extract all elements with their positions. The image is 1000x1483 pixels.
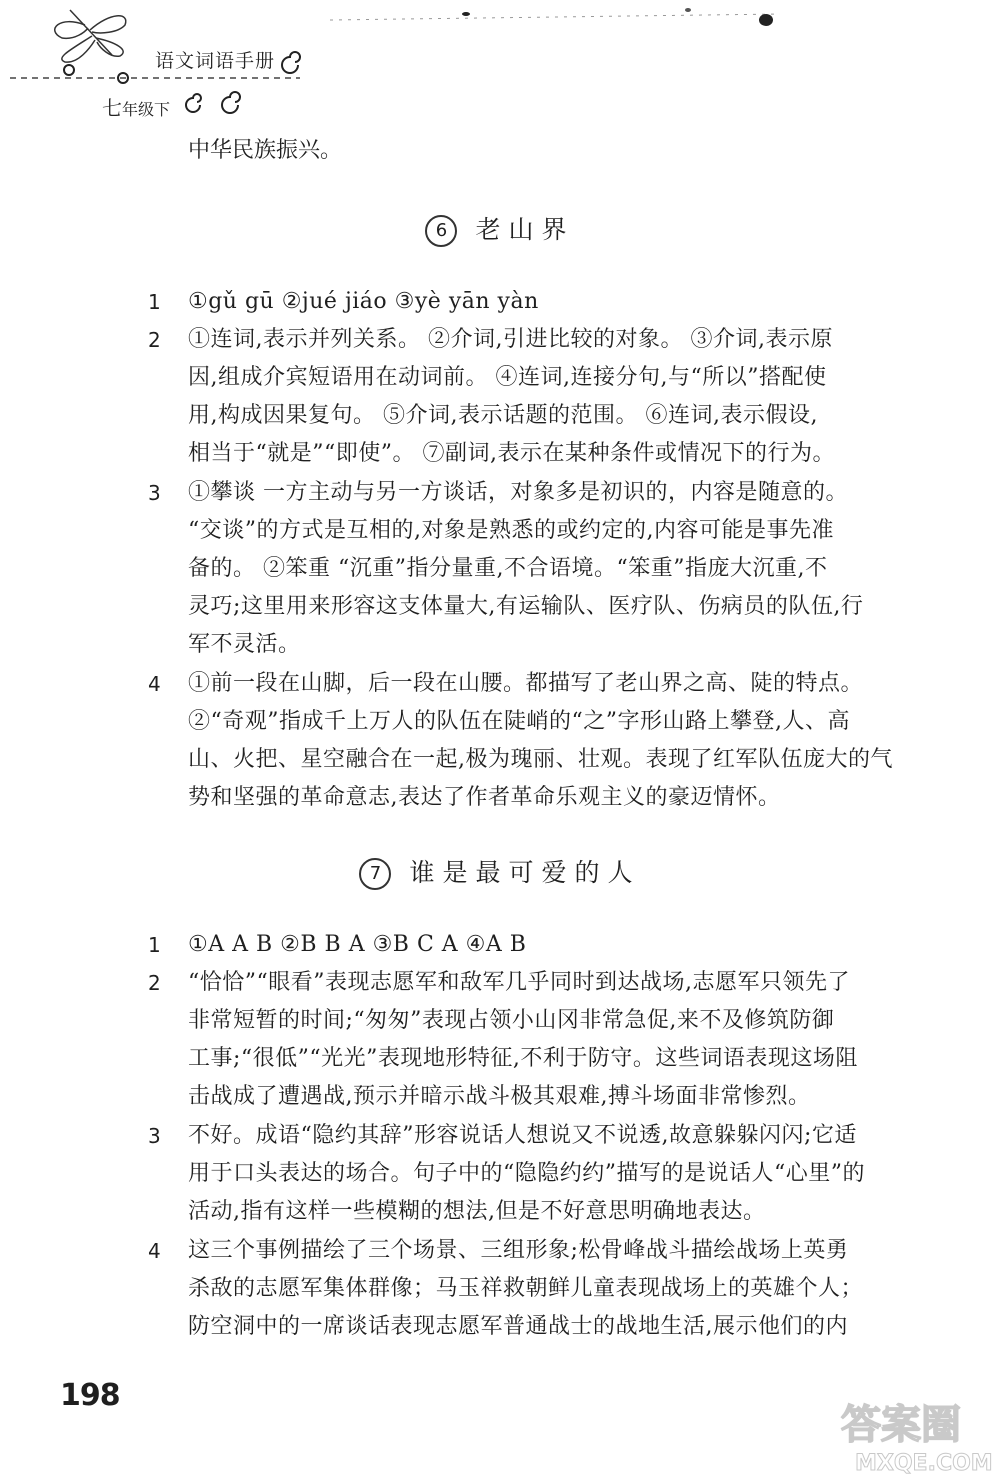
answer-line: ①gǔ gū ②jué jiáo ③yè yān yàn	[188, 289, 539, 314]
section-title	[0, 853, 1000, 890]
answer-line: 活动,指有这样一些模糊的想法,但是不好意思明确地表达。	[188, 1199, 766, 1224]
answer-line: 相当于“就是”“即使”。 ⑦副词,表示在某种条件或情况下的行为。	[188, 441, 835, 466]
section-number: 7	[359, 858, 391, 890]
grade-main: 七	[102, 96, 122, 120]
section-number: 6	[425, 215, 457, 247]
question-number: 3	[148, 481, 161, 505]
question-number: 4	[148, 1239, 161, 1263]
answer-line: ①前一段在山脚，后一段在山腰。都描写了老山界之高、陡的特点。	[188, 671, 864, 696]
answer-line: 军不灵活。	[188, 632, 301, 657]
answer-line: 灵巧;这里用来形容这支体量大,有运输队、医疗队、伤病员的队伍,行	[188, 594, 864, 619]
question-number: 1	[148, 290, 161, 314]
book-title: 语文词语手册	[155, 50, 276, 72]
section-name: 老山界	[475, 215, 575, 244]
answer-line: ②“奇观”指成千上万人的队伍在陡峭的“之”字形山路上攀登,人、高	[188, 709, 850, 734]
answer-line: ①A A B ②B B A ③B C A ④A B	[188, 932, 527, 957]
page-number: 198	[60, 1378, 120, 1413]
grade-rest: 年级下	[122, 100, 171, 119]
answer-line: 山、火把、星空融合在一起,极为瑰丽、壮观。表现了红军队伍庞大的气	[188, 747, 893, 772]
continuation-text: 中华民族振兴。	[188, 138, 343, 163]
answer-line: 备的。 ②笨重 “沉重”指分量重,不合语境。“笨重”指庞大沉重,不	[188, 556, 828, 581]
answer-line: ①攀谈 一方主动与另一方谈话，对象多是初识的，内容是随意的。	[188, 480, 848, 505]
watermark-logo	[835, 1388, 995, 1478]
watermark-text: 答案圈	[841, 1402, 961, 1448]
section-name: 谁是最可爱的人	[409, 858, 641, 887]
answer-line: 这三个事例描绘了三个场景、三组形象;松骨峰战斗描绘战场上英勇	[188, 1238, 849, 1263]
watermark-url: MXQE.COM	[855, 1451, 993, 1476]
answer-line: 工事;“很低”“光光”表现地形特征,不利于防守。这些词语表现这场阻	[188, 1046, 858, 1071]
question-number: 1	[148, 933, 161, 957]
answer-line: 杀敌的志愿军集体群像；马玉祥救朝鲜儿童表现战场上的英雄个人；	[188, 1276, 864, 1301]
page-header	[0, 0, 1000, 130]
section-title	[0, 210, 1000, 247]
answer-line: 击战成了遭遇战,预示并暗示战斗极其艰难,搏斗场面非常惨烈。	[188, 1084, 811, 1109]
answer-line: 用,构成因果复句。 ⑤介词,表示话题的范围。 ⑥连词,表示假设,	[188, 403, 818, 428]
question-number: 2	[148, 971, 161, 995]
answer-line: 因,组成介宾短语用在动词前。 ④连词,连接分句,与“所以”搭配使	[188, 365, 827, 390]
question-number: 4	[148, 672, 161, 696]
answer-line: 不好。成语“隐约其辞”形容说话人想说又不说透,故意躲躲闪闪;它适	[188, 1123, 857, 1148]
answer-line: “恰恰”“眼看”表现志愿军和敌军几乎同时到达战场,志愿军只领先了	[188, 970, 850, 995]
answer-line: 非常短暂的时间;“匆匆”表现占领小山冈非常急促,来不及修筑防御	[188, 1008, 835, 1033]
grade-label	[102, 92, 170, 121]
answer-line: 势和坚强的革命意志,表达了作者革命乐观主义的豪迈情怀。	[188, 785, 781, 810]
answer-line: 用于口头表达的场合。句子中的“隐隐约约”描写的是说话人“心里”的	[188, 1161, 865, 1186]
answer-line: ①连词,表示并列关系。 ②介词,引进比较的对象。 ③介词,表示原	[188, 327, 833, 352]
question-number: 2	[148, 328, 161, 352]
answer-line: 防空洞中的一席谈话表现志愿军普通战士的战地生活,展示他们的内	[188, 1314, 848, 1339]
answer-line: “交谈”的方式是互相的,对象是熟悉的或约定的,内容可能是事先准	[188, 518, 834, 543]
question-number: 3	[148, 1124, 161, 1148]
